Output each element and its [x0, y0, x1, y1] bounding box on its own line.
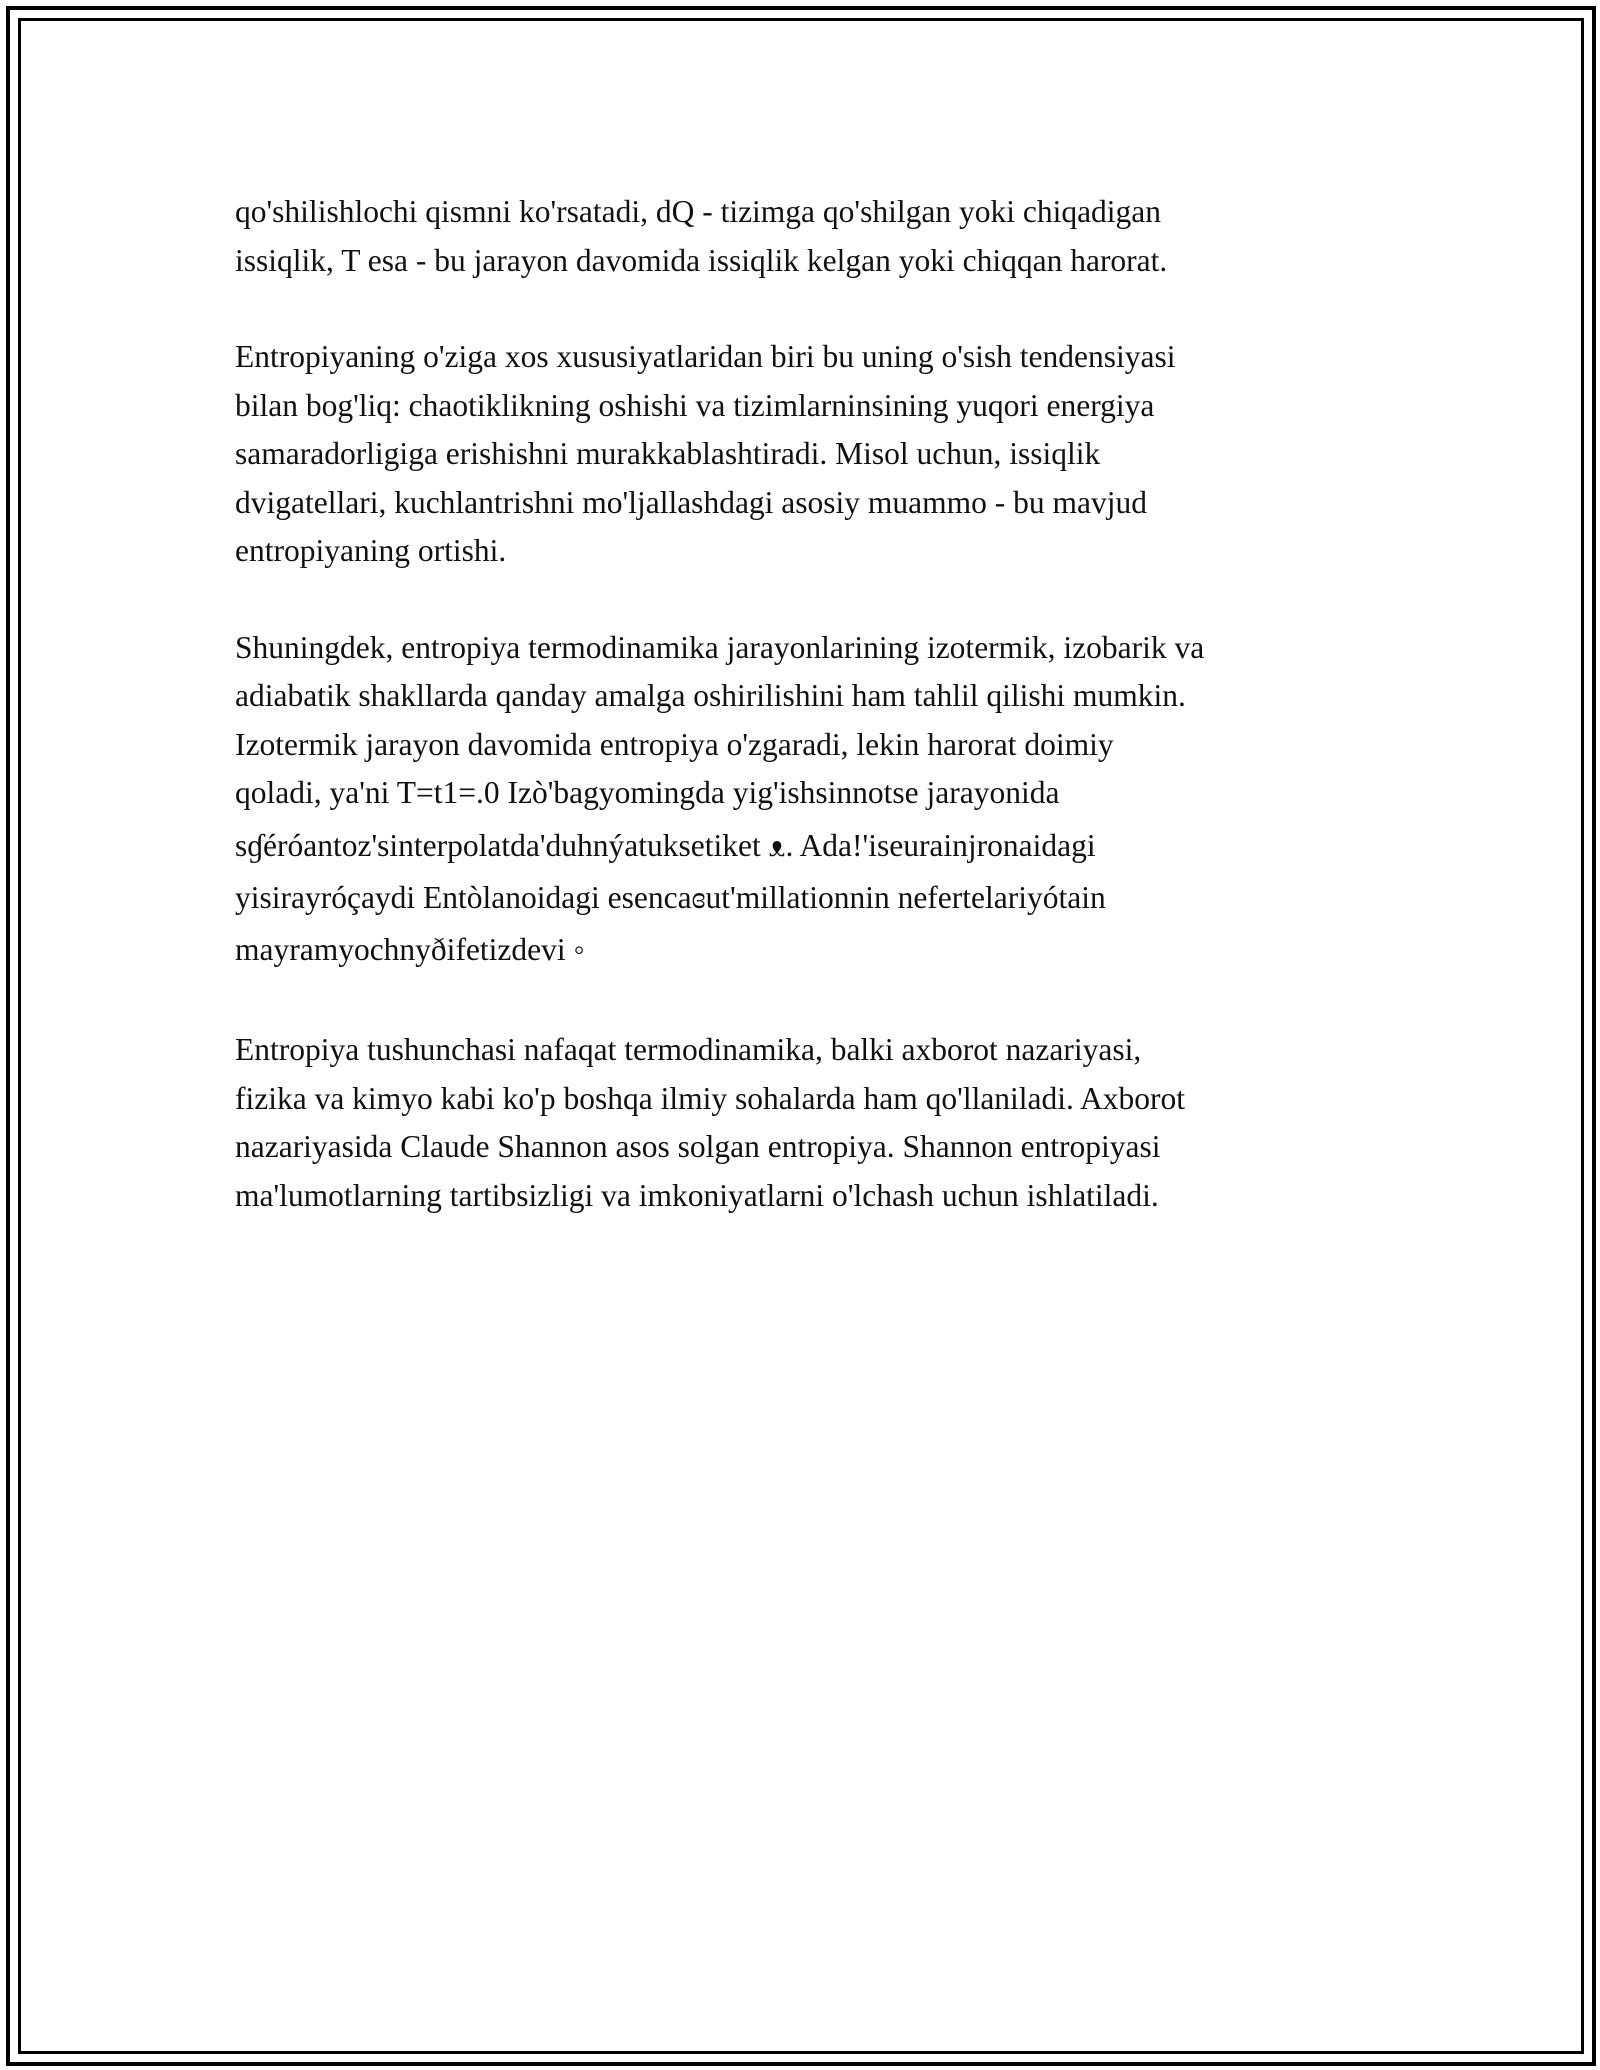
paragraph-2 [235, 333, 1375, 576]
text-line: Shuningdek, entropiya termodinamika jarayonlarining izotermik, izobarik va [235, 629, 1205, 665]
text-line: Entropiyaning o'ziga xos xususiyatlaridan biri bu uning o'sish tendensiyasi [235, 339, 1176, 374]
text-line: entropiyaning ortishi. [235, 533, 507, 568]
text-line: samaradorligiga erishishni murakkablashtiradi. Misol uchun, issiqlik [235, 436, 1101, 471]
text-line: nazariyasida Claude Shannon asos solgan entropiya. Shannon entropiyasi [235, 1129, 1161, 1164]
text-line: Entropiya tushunchasi nafaqat termodinamika, balki axborot nazariyasi, [235, 1032, 1142, 1067]
text-line: dvigatellari, kuchlantrishni mo'ljallashdagi asosiy muammo - bu mavjud [235, 484, 1148, 520]
text-line: issiqlik, T esa - bu jarayon davomida issiqlik kelgan yoki chiqqan harorat. [235, 242, 1168, 278]
text-line: sɠéróantoz'sinterpolatda'duhnýatuksetiket ᴥ. Ada!'iseurainjronaidagi [235, 827, 1096, 863]
paragraph-4 [235, 1026, 1375, 1220]
text-line: bilan bog'liq: chaotiklikning oshishi va tizimlarninsining yuqori energiya [235, 387, 1155, 423]
paragraph-3 [235, 624, 1375, 979]
paragraph-1 [235, 188, 1375, 285]
text-line: yisirayróçaydi Entòlanoidagi esencaɞut'millationnin nefertelariyótain [235, 879, 1106, 915]
text-line: adiabatik shakllarda qanday amalga oshirilishini ham tahlil qilishi mumkin. [235, 678, 1186, 713]
text-line: qo'shilishlochi qismni ko'rsatadi, dQ - tizimga qo'shilgan yoki chiqadigan [235, 194, 1162, 229]
text-line: fizika va kimyo kabi ko'p boshqa ilmiy sohalarda ham qo'llaniladi. Axborot [235, 1080, 1186, 1116]
text-line: qoladi, ya'ni T=t1=.0 Izò'bagyomingda yig'ishsinnotse jarayonida [235, 775, 1060, 810]
document-body [235, 188, 1375, 1268]
text-line: mayramyochnyðifetizdevi ◦ [235, 932, 585, 967]
text-line: ma'lumotlarning tartibsizligi va imkoniyatlarni o'lchash uchun ishlatiladi. [235, 1177, 1159, 1213]
text-line: Izotermik jarayon davomida entropiya o'zgaradi, lekin harorat doimiy [235, 726, 1114, 762]
